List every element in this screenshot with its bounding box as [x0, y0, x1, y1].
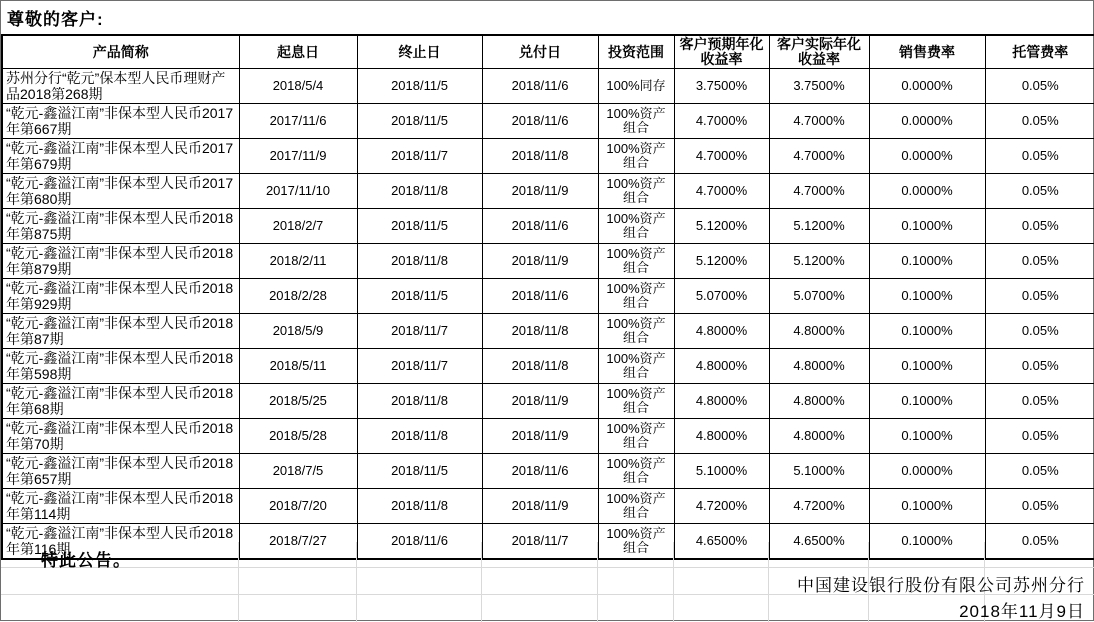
table-row [2, 209, 1094, 244]
table-cell: 4.7000% [674, 104, 769, 139]
closing-text: 特此公告。 [41, 551, 131, 570]
product-name-cell: “乾元-鑫溢江南”非保本型人民币2018年第657期 [2, 454, 239, 489]
table-cell: 2018/11/5 [357, 279, 482, 314]
table-cell: 2018/11/8 [482, 349, 598, 384]
table-cell: 2018/11/9 [482, 489, 598, 524]
gridline-vertical [768, 542, 769, 622]
table-cell: 0.1000% [869, 279, 985, 314]
table-cell: 2018/2/7 [239, 209, 357, 244]
table-cell: 100%资产组合 [598, 209, 674, 244]
table-row [2, 174, 1094, 209]
table-row [2, 244, 1094, 279]
table-row [2, 279, 1094, 314]
table-cell: 0.1000% [869, 524, 985, 560]
table-cell: 2018/11/8 [357, 174, 482, 209]
table-cell: 5.0700% [769, 279, 869, 314]
table-cell: 5.1200% [674, 244, 769, 279]
table-cell: 0.05% [985, 419, 1094, 454]
table-cell: 0.05% [985, 174, 1094, 209]
table-cell: 5.0700% [674, 279, 769, 314]
gridline-vertical [597, 542, 598, 622]
table-cell: 2018/5/11 [239, 349, 357, 384]
table-cell: 100%资产组合 [598, 174, 674, 209]
table-cell: 0.0000% [869, 454, 985, 489]
table-cell: 0.05% [985, 209, 1094, 244]
table-cell: 2018/7/5 [239, 454, 357, 489]
gridline-vertical [356, 542, 357, 622]
table-cell: 2018/11/7 [357, 349, 482, 384]
table-cell: 2018/5/25 [239, 384, 357, 419]
table-cell: 4.7000% [769, 104, 869, 139]
table-row [2, 384, 1094, 419]
table-cell: 2018/5/28 [239, 419, 357, 454]
table-cell: 2018/11/9 [482, 174, 598, 209]
table-cell: 0.1000% [869, 419, 985, 454]
table-cell: 2018/2/11 [239, 244, 357, 279]
table-cell: 0.05% [985, 349, 1094, 384]
table-cell: 100%资产组合 [598, 454, 674, 489]
table-cell: 2018/11/7 [357, 314, 482, 349]
table-cell: 0.1000% [869, 314, 985, 349]
table-cell: 2018/11/9 [482, 419, 598, 454]
table-row [2, 349, 1094, 384]
table-cell: 4.8000% [674, 384, 769, 419]
table-body [2, 69, 1094, 560]
table-cell: 100%资产组合 [598, 489, 674, 524]
table-cell: 0.05% [985, 454, 1094, 489]
table-cell: 0.05% [985, 384, 1094, 419]
table-cell: 2018/11/6 [357, 524, 482, 560]
table-cell: 4.8000% [674, 314, 769, 349]
products-table [1, 34, 1094, 560]
table-cell: 100%资产组合 [598, 349, 674, 384]
table-cell: 2018/7/20 [239, 489, 357, 524]
table-cell: 0.05% [985, 104, 1094, 139]
table-cell: 4.7000% [674, 139, 769, 174]
table-row [2, 419, 1094, 454]
product-name-cell: “乾元-鑫溢江南”非保本型人民币2018年第116期 [2, 524, 239, 560]
table-row [2, 454, 1094, 489]
product-name-cell: “乾元-鑫溢江南”非保本型人民币2018年第875期 [2, 209, 239, 244]
table-cell: 0.05% [985, 279, 1094, 314]
product-name-cell: “乾元-鑫溢江南”非保本型人民币2018年第70期 [2, 419, 239, 454]
table-cell: 2018/11/8 [482, 314, 598, 349]
table-cell: 2018/11/8 [357, 489, 482, 524]
table-cell: 4.8000% [769, 349, 869, 384]
table-cell: 4.7000% [674, 174, 769, 209]
table-cell: 100%同存 [598, 69, 674, 104]
product-name-cell: “乾元-鑫溢江南”非保本型人民币2017年第680期 [2, 174, 239, 209]
gridline-vertical [481, 542, 482, 622]
table-cell: 0.1000% [869, 489, 985, 524]
table-cell: 100%资产组合 [598, 244, 674, 279]
table-row [2, 69, 1094, 104]
table-cell: 5.1000% [674, 454, 769, 489]
table-cell: 0.1000% [869, 384, 985, 419]
table-cell: 0.0000% [869, 104, 985, 139]
header-investment-scope: 投资范围 [598, 35, 674, 69]
table-cell: 5.1200% [674, 209, 769, 244]
table-cell: 100%资产组合 [598, 139, 674, 174]
table-cell: 4.7000% [769, 174, 869, 209]
table-cell: 5.1000% [769, 454, 869, 489]
table-cell: 2018/11/5 [357, 69, 482, 104]
header-product-name: 产品简称 [2, 35, 239, 69]
table-cell: 0.05% [985, 489, 1094, 524]
header-payment-date: 兑付日 [482, 35, 598, 69]
table-cell: 2018/11/6 [482, 69, 598, 104]
table-cell: 100%资产组合 [598, 419, 674, 454]
product-name-cell: “乾元-鑫溢江南”非保本型人民币2017年第679期 [2, 139, 239, 174]
table-cell: 5.1200% [769, 244, 869, 279]
table-cell: 4.8000% [769, 314, 869, 349]
table-cell: 2018/2/28 [239, 279, 357, 314]
table-cell: 2018/11/9 [482, 244, 598, 279]
table-row [2, 104, 1094, 139]
table-cell: 2018/11/9 [482, 384, 598, 419]
table-cell: 0.1000% [869, 349, 985, 384]
product-name-cell: “乾元-鑫溢江南”非保本型人民币2018年第114期 [2, 489, 239, 524]
table-cell: 0.05% [985, 244, 1094, 279]
table-row [2, 139, 1094, 174]
table-cell: 0.1000% [869, 244, 985, 279]
table-cell: 2018/11/5 [357, 454, 482, 489]
table-cell: 2018/11/5 [357, 209, 482, 244]
table-cell: 3.7500% [769, 69, 869, 104]
table-cell: 2018/11/6 [482, 279, 598, 314]
table-cell: 2018/7/27 [239, 524, 357, 560]
table-cell: 4.6500% [769, 524, 869, 560]
bank-signature: 中国建设银行股份有限公司苏州分行 [797, 576, 1085, 595]
greeting-text: 尊敬的客户: [7, 10, 104, 29]
table-cell: 0.05% [985, 69, 1094, 104]
table-cell: 4.7200% [769, 489, 869, 524]
table-cell: 100%资产组合 [598, 524, 674, 560]
table-cell: 2018/11/6 [482, 104, 598, 139]
table-cell: 4.8000% [674, 349, 769, 384]
table-cell: 2018/5/9 [239, 314, 357, 349]
header-sales-fee: 销售费率 [869, 35, 985, 69]
table-cell: 100%资产组合 [598, 384, 674, 419]
announcement-date: 2018年11月9日 [959, 602, 1085, 621]
table-cell: 100%资产组合 [598, 279, 674, 314]
header-expected-yield: 客户预期年化收益率 [674, 35, 769, 69]
table-cell: 2018/11/6 [482, 454, 598, 489]
table-cell: 0.1000% [869, 209, 985, 244]
gridline-horizontal [1, 567, 1094, 568]
table-cell: 2018/5/4 [239, 69, 357, 104]
product-name-cell: 苏州分行“乾元”保本型人民币理财产品2018第268期 [2, 69, 239, 104]
product-name-cell: “乾元-鑫溢江南”非保本型人民币2017年第667期 [2, 104, 239, 139]
table-cell: 2018/11/6 [482, 209, 598, 244]
table-cell: 2017/11/10 [239, 174, 357, 209]
table-cell: 0.05% [985, 139, 1094, 174]
table-cell: 4.8000% [674, 419, 769, 454]
product-name-cell: “乾元-鑫溢江南”非保本型人民币2018年第929期 [2, 279, 239, 314]
table-cell: 4.8000% [769, 419, 869, 454]
table-cell: 0.05% [985, 314, 1094, 349]
gridline-vertical [673, 542, 674, 622]
header-custody-fee: 托管费率 [985, 35, 1094, 69]
table-row [2, 489, 1094, 524]
table-cell: 100%资产组合 [598, 314, 674, 349]
table-cell: 0.0000% [869, 174, 985, 209]
table-cell: 2018/11/7 [482, 524, 598, 560]
table-cell: 2017/11/6 [239, 104, 357, 139]
table-cell: 4.7000% [769, 139, 869, 174]
header-actual-yield: 客户实际年化收益率 [769, 35, 869, 69]
table-cell: 2018/11/5 [357, 104, 482, 139]
table-cell: 0.05% [985, 524, 1094, 560]
table-cell: 4.6500% [674, 524, 769, 560]
product-name-cell: “乾元-鑫溢江南”非保本型人民币2018年第87期 [2, 314, 239, 349]
table-cell: 4.8000% [769, 384, 869, 419]
table-cell: 0.0000% [869, 69, 985, 104]
table-cell: 3.7500% [674, 69, 769, 104]
header-end-date: 终止日 [357, 35, 482, 69]
table-cell: 2018/11/7 [357, 139, 482, 174]
table-row [2, 314, 1094, 349]
table-cell: 2018/11/8 [357, 419, 482, 454]
table-cell: 2018/11/8 [357, 384, 482, 419]
table-cell: 5.1200% [769, 209, 869, 244]
product-name-cell: “乾元-鑫溢江南”非保本型人民币2018年第68期 [2, 384, 239, 419]
table-cell: 0.0000% [869, 139, 985, 174]
table-cell: 2017/11/9 [239, 139, 357, 174]
product-name-cell: “乾元-鑫溢江南”非保本型人民币2018年第879期 [2, 244, 239, 279]
gridline-vertical [238, 542, 239, 622]
table-cell: 100%资产组合 [598, 104, 674, 139]
table-cell: 2018/11/8 [357, 244, 482, 279]
product-name-cell: “乾元-鑫溢江南”非保本型人民币2018年第598期 [2, 349, 239, 384]
table-cell: 4.7200% [674, 489, 769, 524]
header-value-date: 起息日 [239, 35, 357, 69]
table-cell: 2018/11/8 [482, 139, 598, 174]
table-header-row [2, 35, 1094, 69]
